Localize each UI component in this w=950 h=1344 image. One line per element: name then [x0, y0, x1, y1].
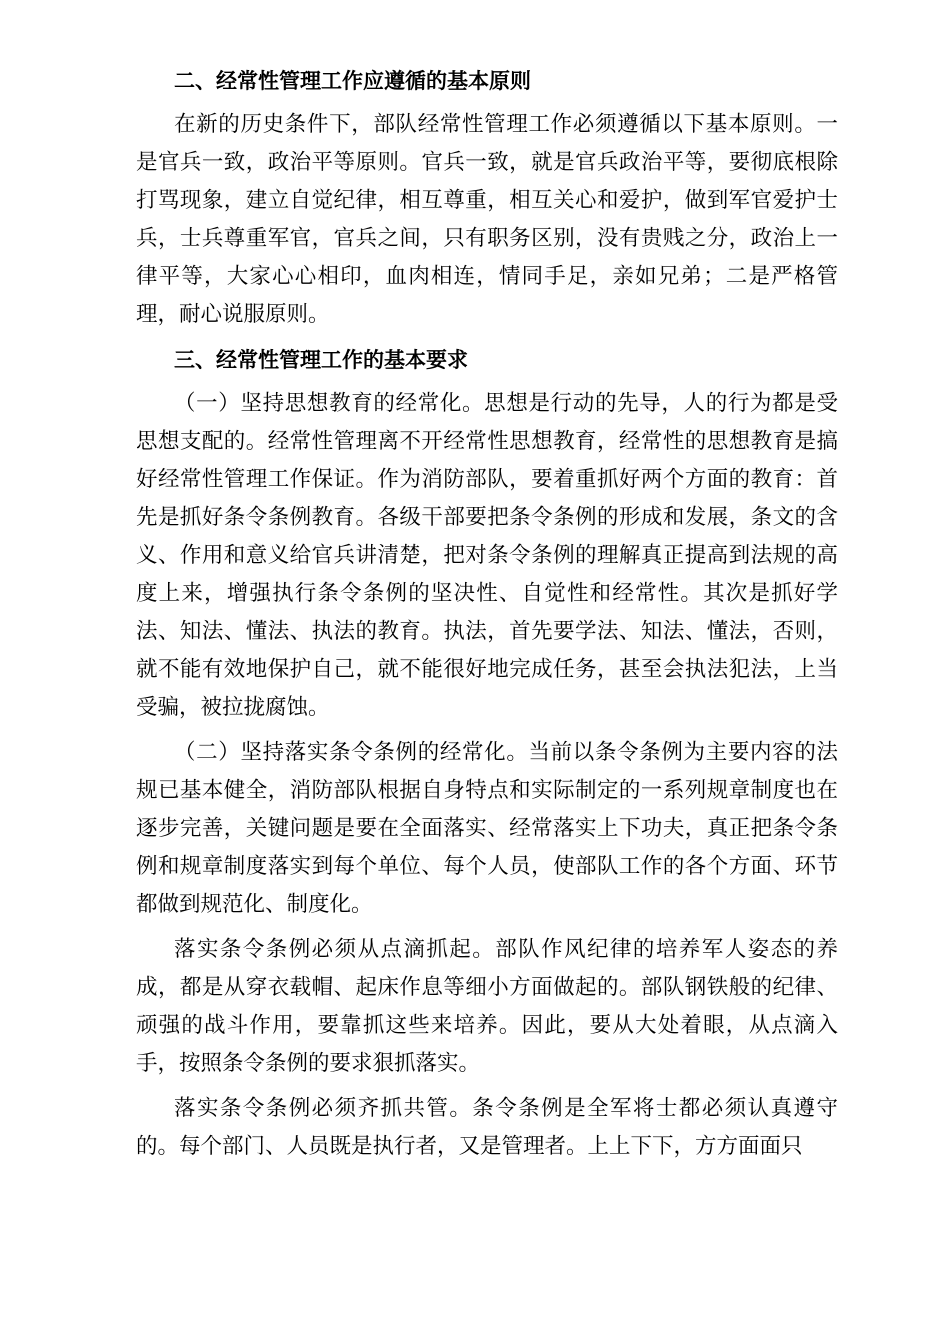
document-page	[136, 62, 838, 1173]
section-heading-requirements: 三、经常性管理工作的基本要求	[174, 348, 468, 372]
section-heading-principles: 二、经常性管理工作应遵循的基本原则	[174, 69, 531, 93]
paragraph-regulations-implementation: （二）坚持落实条令条例的经常化。当前以条令条例为主要内容的法规已基本健全，消防部队根据自身特点和实际制定的一系列规章制度也在逐步完善，关键问题是要在全面落实、经常落实上下功夫，真正把条令条例和规章制度落实到每个单位、每个人员，使部队工作的各个方面、环节都做到规范化、制度化。	[136, 740, 838, 917]
paragraph-joint-management: 落实条令条例必须齐抓共管。条令条例是全军将士都必须认真遵守的。每个部门、人员既是执行者，又是管理者。上上下下，方方面面只	[136, 1096, 838, 1159]
paragraph-start-from-details: 落实条令条例必须从点滴抓起。部队作风纪律的培养军人姿态的养成，都是从穿衣载帽、起床作息等细小方面做起的。部队钢铁般的纪律、顽强的战斗作用，要靠抓这些来培养。因此，要从大处着眼，从点滴入手，按照条令条例的要求狠抓落实。	[136, 937, 838, 1076]
paragraph-principles: 在新的历史条件下，部队经常性管理工作必须遵循以下基本原则。一是官兵一致，政治平等原则。官兵一致，就是官兵政治平等，要彻底根除打骂现象，建立自觉纪律，相互尊重，相互关心和爱护，做到军官爱护士兵，士兵尊重军官，官兵之间，只有职务区别，没有贵贱之分，政治上一律平等，大家心心相印，血肉相连，情同手足，亲如兄弟；二是严格管理，耐心说服原则。	[136, 112, 838, 327]
paragraph-ideological-education: （一）坚持思想教育的经常化。思想是行动的先导，人的行为都是受思想支配的。经常性管理离不开经常性思想教育，经常性的思想教育是搞好经常性管理工作保证。作为消防部队，要着重抓好两个方面的教育：首先是抓好条令条例教育。各级干部要把条令条例的形成和发展，条文的含义、作用和意义给官兵讲清楚，把对条令条例的理解真正提高到法规的高度上来，增强执行条令条例的坚决性、自觉性和经常性。其次是抓好学法、知法、懂法、执法的教育。执法，首先要学法、知法、懂法，否则，就不能有效地保护自己，就不能很好地完成任务，甚至会执法犯法，上当受骗，被拉拢腐蚀。	[136, 391, 838, 720]
